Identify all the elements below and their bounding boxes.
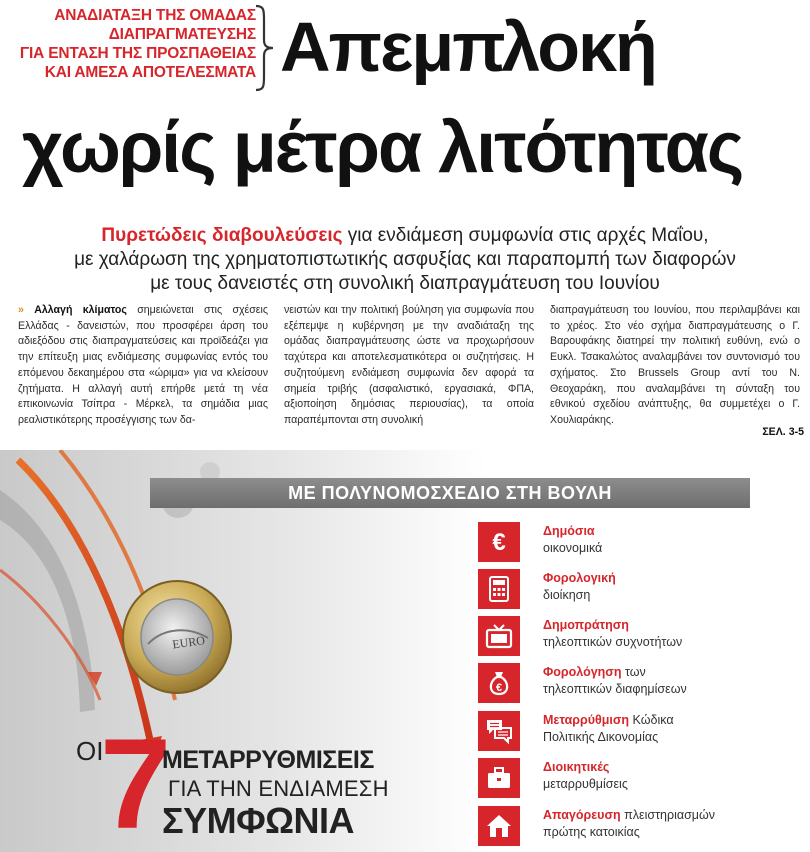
big-title-line-3: ΣΥΜΦΩΝΙΑ: [162, 800, 355, 841]
infographic: [0, 450, 810, 852]
big-number: 7: [100, 713, 172, 852]
kicker-line: ΚΑΙ ΑΜΕΣΑ ΑΠΟΤΕΛΕΣΜΑΤΑ: [44, 64, 256, 81]
money-bag-icon: [478, 663, 520, 703]
house-icon: [478, 806, 520, 846]
euro-coin-icon: [118, 578, 236, 696]
reform-item: [478, 758, 803, 798]
reform-title: Δημόσια: [543, 524, 595, 538]
big-title-line-1: ΜΕΤΑΡΡΥΘΜΙΣΕΙΣ: [162, 746, 374, 774]
reform-title-suffix: πλειστηριασμών: [620, 808, 715, 822]
reform-item: [478, 522, 803, 562]
reform-text: [543, 617, 682, 651]
reform-desc: διοίκηση: [543, 588, 591, 602]
reform-text: [543, 664, 687, 698]
article-column-1: [18, 303, 268, 429]
chevron-right-icon: »: [18, 304, 24, 316]
chat-icon: [478, 711, 520, 751]
reform-title: Μεταρρύθμιση: [543, 713, 630, 727]
reform-title: Δημοπράτηση: [543, 618, 629, 632]
subhead-line-3: με τους δανειστές στη συνολική διαπραγμάτευση του Ιουνίου: [150, 273, 660, 294]
reform-text: [543, 523, 602, 557]
infographic-banner: [150, 478, 750, 508]
tv-icon: [478, 616, 520, 656]
reform-text: [543, 570, 616, 604]
article-column-2: νειστών και την πολιτική βούληση για συμφωνία που εξέπεμψε η κυβέρνηση με την αναδιάταξη της ομάδας διαπραγμάτευσης ώστε να προχωρήσουν ταχύτερα και αποτελεσματικότερα οι συζητήσεις. Η συζητούμενη ενδιάμεση συμφωνία δεν αφορά τα σημεία τριβής (ασφαλιστικό, εργασιακά, ΦΠΑ, αξιοποίηση δημόσιας περιουσίας), τα οποία παραπέμπονται στη συνολική: [284, 304, 534, 426]
reform-desc: μεταρρυθμίσεις: [543, 777, 628, 791]
article-text: σημειώνεται στις σχέσεις Ελλάδας - δανειστών, που προσφέρει άρση του αδιεξόδου στις διαπραγματεύσεις και προϊδεάζει για την επίτευξη μιας ενδιάμεσης συμφωνίας εντός του επόμενου δεκαημέρου στα «ώριμα» για να κλείσουν ζητήματα. Η αλλαγή αυτή επήρθε μετά τη νέα επικοινωνία Τσίπρα - Μέρκελ, τα σημάδια μιας ρεαλιστικότερης προσέγγισης των δα-: [18, 304, 268, 426]
reform-title-suffix: των: [621, 665, 646, 679]
reform-item: [478, 569, 803, 609]
reform-text: [543, 807, 715, 841]
kicker-line: ΑΝΑΔΙΑΤΑΞΗ ΤΗΣ ΟΜΑΔΑΣ: [54, 7, 256, 24]
page-reference: ΣΕΛ. 3-5: [762, 426, 804, 438]
coin-label: EURO: [171, 633, 206, 652]
reform-title: Φορολόγηση: [543, 665, 622, 679]
reform-item: [478, 663, 803, 703]
reform-title: Φορολογική: [543, 571, 616, 585]
reform-item: [478, 616, 803, 656]
reform-text: [543, 712, 674, 746]
briefcase-icon: [478, 758, 520, 798]
big-prefix: ΟΙ: [76, 736, 104, 766]
headline-line-1: Απεμπλοκή: [280, 8, 656, 86]
kicker-line: ΓΙΑ ΕΝΤΑΣΗ ΤΗΣ ΠΡΟΣΠΑΘΕΙΑΣ: [19, 45, 256, 62]
brace-ornament: [252, 4, 276, 92]
svg-text:€: €: [495, 682, 503, 694]
calculator-icon: [478, 569, 520, 609]
kicker: [6, 6, 256, 82]
reform-item: [478, 806, 803, 846]
reform-desc: τηλεοπτικών συχνοτήτων: [543, 635, 683, 649]
reform-title: Απαγόρευση: [543, 808, 621, 822]
reform-item: [478, 711, 803, 751]
subheadline: [20, 224, 790, 296]
reform-desc: τηλεοπτικών διαφημίσεων: [543, 682, 687, 696]
big-title-line-2: ΓΙΑ ΤΗΝ ΕΝΔΙΑΜΕΣΗ: [168, 776, 389, 801]
reform-text: [543, 759, 628, 793]
banner-title: ΜΕ ΠΟΛΥΝΟΜΟΣΧΕΔΙΟ ΣΤΗ ΒΟΥΛΗ: [288, 483, 612, 503]
reform-desc: οικονομικά: [543, 541, 603, 555]
subhead-text: για ενδιάμεση συμφωνία στις αρχές Μαΐου,: [342, 225, 709, 246]
subhead-highlight: Πυρετώδεις διαβουλεύσεις: [101, 225, 343, 246]
headline-line-2: χωρίς μέτρα λιτότητας: [22, 108, 743, 188]
euro-icon: [478, 522, 520, 562]
reform-desc: Πολιτικής Δικονομίας: [543, 730, 659, 744]
reform-desc: πρώτης κατοικίας: [543, 825, 640, 839]
kicker-line: ΔΙΑΠΡΑΓΜΑΤΕΥΣΗΣ: [108, 26, 256, 43]
svg-text:€: €: [492, 529, 506, 556]
article-column-3: διαπραγμάτευση του Ιουνίου, που περιλαμβάνει και το χρέος. Στο νέο σχήμα διαπραγμάτευσης ο Γ. Βαρουφάκης διατηρεί την πολιτική ευθύνη, ενώ ο Ευκλ. Τσακαλώτος αναλαμβάνει τον συντονισμό του σχήματος. Στο Brussels Group αντί του Ν. Θεοχαράκη, που αναλαμβάνει τη σύνταξη του εθνικού σχεδίου ανάπτυξης, θα συμμετέχει ο Γ. Χουλιαράκης.: [550, 304, 800, 426]
reform-title-suffix: Κώδικα: [629, 713, 674, 727]
subhead-line-2: με χαλάρωση της χρηματοπιστωτικής ασφυξίας και παραπομπή των διαφορών: [74, 249, 736, 270]
reform-title: Διοικητικές: [543, 760, 610, 774]
article-body: [18, 303, 804, 441]
article-lead: Αλλαγή κλίματος: [34, 304, 127, 316]
